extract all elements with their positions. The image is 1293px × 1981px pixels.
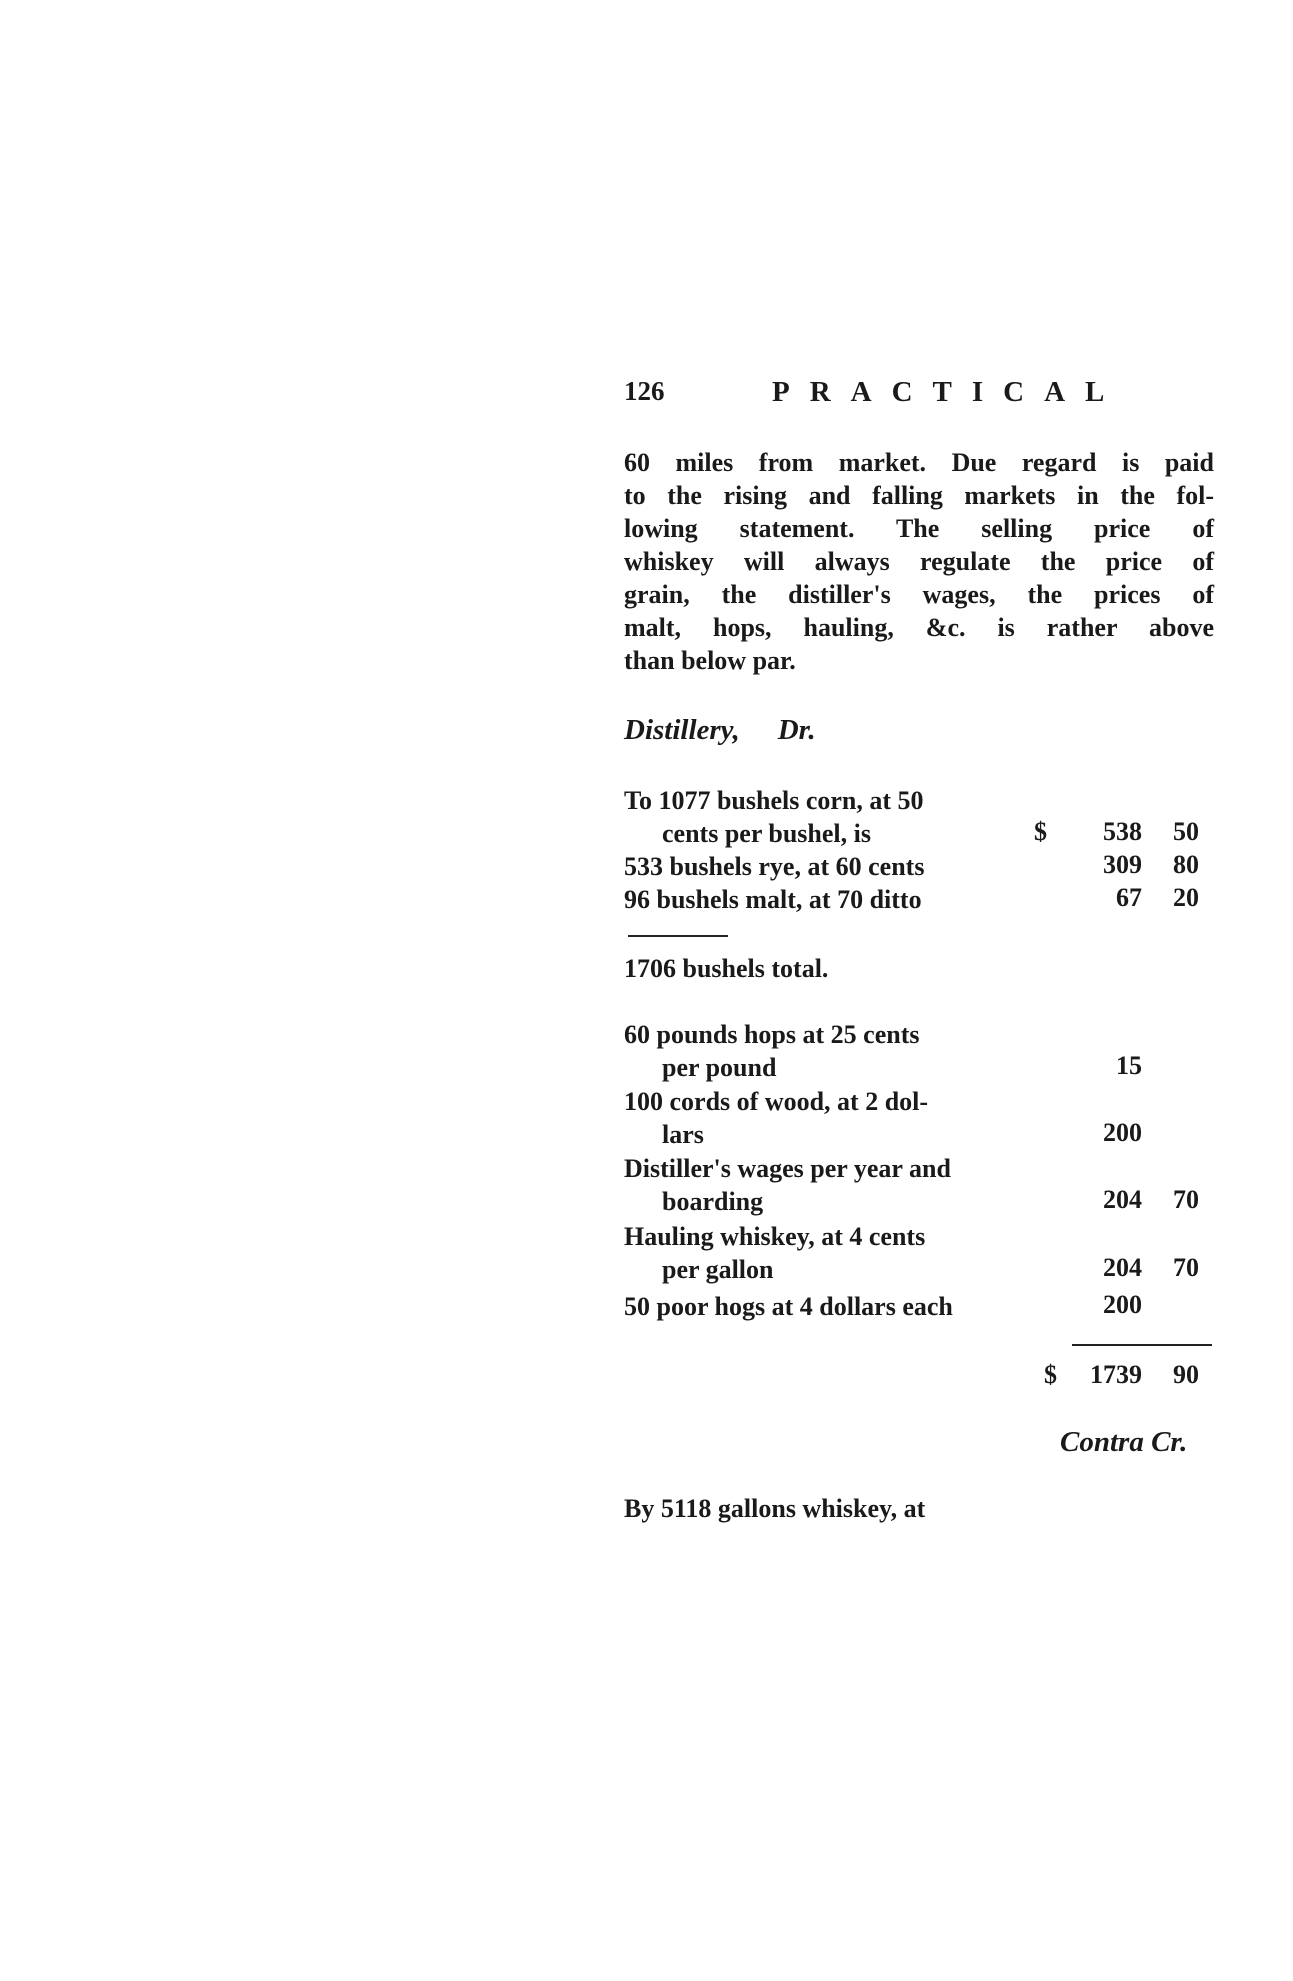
- entry-line: 50 poor hogs at 4 dollars each: [624, 1292, 953, 1321]
- entry-line: Hauling whiskey, at 4 cents: [624, 1222, 926, 1251]
- dollars: 309: [1103, 850, 1142, 879]
- paragraph-line: to the rising and falling markets in the fol-: [624, 481, 1214, 510]
- dollars: 538: [1103, 817, 1142, 846]
- grain-total-text: 1706 bushels total.: [624, 954, 829, 983]
- credit-heading: Contra Cr.: [1060, 1426, 1188, 1458]
- dollars: 200: [1103, 1290, 1142, 1319]
- page-number: 126: [624, 376, 665, 406]
- entry-description: [624, 1220, 1034, 1286]
- paragraph-line: whiskey will always regulate the price of: [624, 547, 1214, 576]
- paragraph-line: grain, the distiller's wages, the prices of: [624, 580, 1214, 609]
- entry-line: per gallon: [662, 1255, 774, 1284]
- entry-line: per pound: [662, 1053, 777, 1082]
- dollars: 204: [1103, 1185, 1142, 1214]
- cents: 80: [1173, 850, 1199, 879]
- dollars: 15: [1116, 1051, 1142, 1080]
- entry-line: cents per bushel, is: [662, 819, 871, 848]
- dollars: 204: [1103, 1253, 1142, 1282]
- entry-description: [624, 1290, 1034, 1323]
- entry-line: 96 bushels malt, at 70 ditto: [624, 885, 922, 914]
- cents: 70: [1173, 1185, 1199, 1214]
- entry-description: [624, 784, 1034, 850]
- entry-line: boarding: [662, 1187, 764, 1216]
- currency-sign: $: [1044, 1360, 1057, 1389]
- entry-line: Distiller's wages per year and: [624, 1154, 951, 1183]
- intro-paragraph: [624, 446, 1214, 677]
- entry-description: [624, 952, 1034, 985]
- subtotal-rule: [628, 935, 728, 937]
- debit-side-label: Dr.: [777, 714, 816, 746]
- entry-line: 60 pounds hops at 25 cents: [624, 1020, 920, 1049]
- debit-heading: [624, 714, 816, 747]
- entry-line: To 1077 bushels corn, at 50: [624, 786, 924, 815]
- total-rule: [1072, 1344, 1212, 1346]
- credit-entry-line: By 5118 gallons whiskey, at: [624, 1494, 926, 1523]
- entry-description: [624, 1018, 1034, 1084]
- dollars: 200: [1103, 1118, 1142, 1147]
- entry-description: [624, 1152, 1034, 1218]
- page-header: [624, 376, 1214, 416]
- cents: 70: [1173, 1253, 1199, 1282]
- paragraph-line: than below par.: [624, 646, 796, 675]
- entry-line: lars: [662, 1120, 704, 1149]
- paragraph-line: lowing statement. The selling price of: [624, 514, 1214, 543]
- account-name: Distillery,: [624, 714, 740, 746]
- entry-line: 100 cords of wood, at 2 dol-: [624, 1087, 929, 1116]
- cents: 90: [1173, 1360, 1199, 1389]
- dollars: 1739: [1090, 1360, 1142, 1389]
- currency-sign: $: [1034, 817, 1047, 846]
- paragraph-line: 60 miles from market. Due regard is paid: [624, 448, 1214, 477]
- cents: 20: [1173, 883, 1199, 912]
- entry-description: [624, 1085, 1034, 1151]
- dollars: 67: [1116, 883, 1142, 912]
- cents: 50: [1173, 817, 1199, 846]
- entry-description: [624, 883, 1034, 916]
- running-title: PRACTICAL: [772, 376, 1125, 408]
- entry-description: [624, 850, 1034, 883]
- paragraph-line: malt, hops, hauling, &c. is rather above: [624, 613, 1214, 642]
- entry-line: 533 bushels rye, at 60 cents: [624, 852, 925, 881]
